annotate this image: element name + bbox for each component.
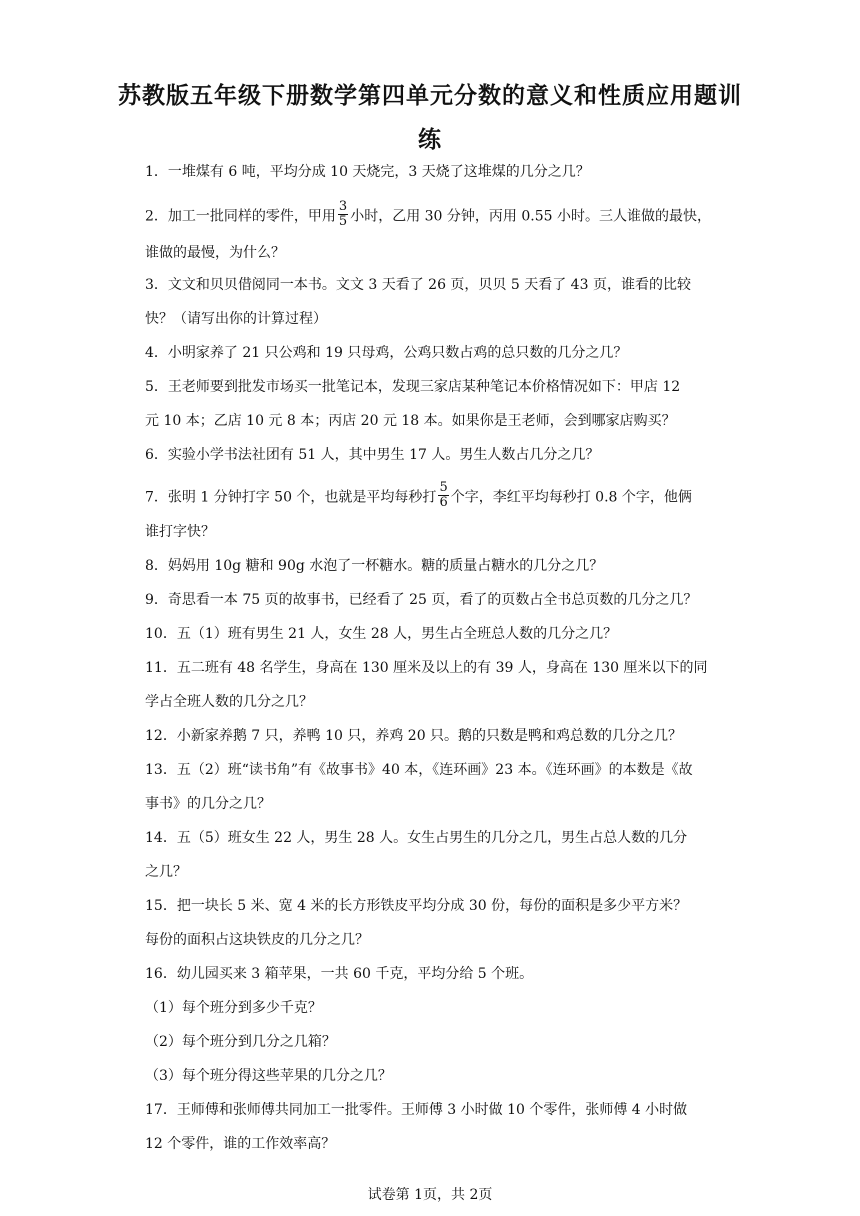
question-3-line-1: 3．文文和贝贝借阅同一本书。文文 3 天看了 26 页，贝贝 5 天看了 43 页，谁看的比较 (145, 277, 691, 293)
question-2 (145, 199, 711, 231)
fraction-3-5 (338, 200, 348, 229)
question-9: 9．奇思看一本 75 页的故事书，已经看了 25 页，看了的页数占全书总页数的几分之几？ (145, 592, 698, 608)
question-14-line-2: 之几？ (145, 864, 187, 880)
question-5-line-2: 元 10 本；乙店 10 元 8 本；丙店 20 元 18 本。如果你是王老师，会到哪家店购买？ (145, 413, 676, 429)
question-5-line-1: 5．王老师要到批发市场买一批笔记本，发现三家店某种笔记本价格情况如下：甲店 12 (145, 379, 681, 395)
fraction-denominator: 5 (338, 214, 348, 229)
page-footer: 试卷第 1页，共 2页 (367, 1187, 493, 1203)
question-2-text-before: 2．加工一批同样的零件，甲用 (145, 208, 336, 225)
page-title-line-1: 苏教版五年级下册数学第四单元分数的意义和性质应用题训 (118, 83, 742, 109)
question-17-line-2: 12 个零件，谁的工作效率高？ (145, 1136, 336, 1152)
question-11-line-1: 11．五二班有 48 名学生，身高在 130 厘米及以上的有 39 人，身高在 130 厘米以下的同 (145, 660, 708, 676)
question-1: 1．一堆煤有 6 吨，平均分成 10 天烧完，3 天烧了这堆煤的几分之几？ (145, 164, 590, 180)
fraction-numerator: 3 (338, 199, 348, 214)
question-13-line-1: 13．五（2）班“读书角”有《故事书》40 本，《连环画》23 本。《连环画》的本数是《故 (145, 762, 693, 778)
question-3-line-2: 快？（请写出你的计算过程） (145, 311, 327, 327)
question-7-line-2: 谁打字快？ (145, 524, 215, 540)
question-16-stem: 16．幼儿园买来 3 箱苹果，一共 60 千克，平均分给 5 个班。 (145, 966, 534, 982)
question-10: 10．五（1）班有男生 21 人，女生 28 人，男生占全班总人数的几分之几？ (145, 626, 618, 642)
question-7 (145, 480, 692, 512)
question-15-line-2: 每份的面积占这块铁皮的几分之几？ (145, 932, 369, 948)
question-17-line-1: 17．王师傅和张师傅共同加工一批零件。王师傅 3 小时做 10 个零件，张师傅 4 小时做 (145, 1102, 688, 1118)
page-title-line-2: 练 (418, 127, 442, 153)
question-15-line-1: 15．把一块长 5 米、宽 4 米的长方形铁皮平均分成 30 份，每份的面积是多少平方米？ (145, 898, 688, 914)
question-6: 6．实验小学书法社团有 51 人，其中男生 17 人。男生人数占几分之几？ (145, 447, 600, 463)
fraction-denominator: 6 (439, 495, 448, 510)
question-16-sub-1: （1）每个班分到多少千克？ (145, 1000, 322, 1016)
question-7-text-before: 7．张明 1 分钟打字 50 个，也就是平均每秒打 (145, 489, 437, 506)
question-4: 4．小明家养了 21 只公鸡和 19 只母鸡，公鸡只数占鸡的总只数的几分之几？ (145, 345, 628, 361)
fraction-numerator: 5 (439, 480, 448, 495)
question-12: 12．小新家养鹅 7 只，养鸭 10 只，养鸡 20 只。鹅的只数是鸭和鸡总数的几分之几？ (145, 728, 683, 744)
question-8: 8．妈妈用 10g 糖和 90g 水泡了一杯糖水。糖的质量占糖水的几分之几？ (145, 558, 604, 574)
question-7-text-after: 个字，李红平均每秒打 0.8 个字，他俩 (450, 489, 692, 506)
question-14-line-1: 14．五（5）班女生 22 人，男生 28 人。女生占男生的几分之几，男生占总人数的几分 (145, 830, 688, 846)
question-13-line-2: 事书》的几分之几？ (145, 796, 271, 812)
question-11-line-2: 学占全班人数的几分之几？ (145, 694, 313, 710)
question-16-sub-2: （2）每个班分到几分之几箱？ (145, 1034, 336, 1050)
question-16-sub-3: （3）每个班分得这些苹果的几分之几？ (145, 1068, 392, 1084)
question-2-line-2: 谁做的最慢，为什么？ (145, 245, 285, 261)
question-2-text-after: 小时，乙用 30 分钟，丙用 0.55 小时。三人谁做的最快， (350, 208, 711, 225)
fraction-5-6 (438, 481, 448, 510)
